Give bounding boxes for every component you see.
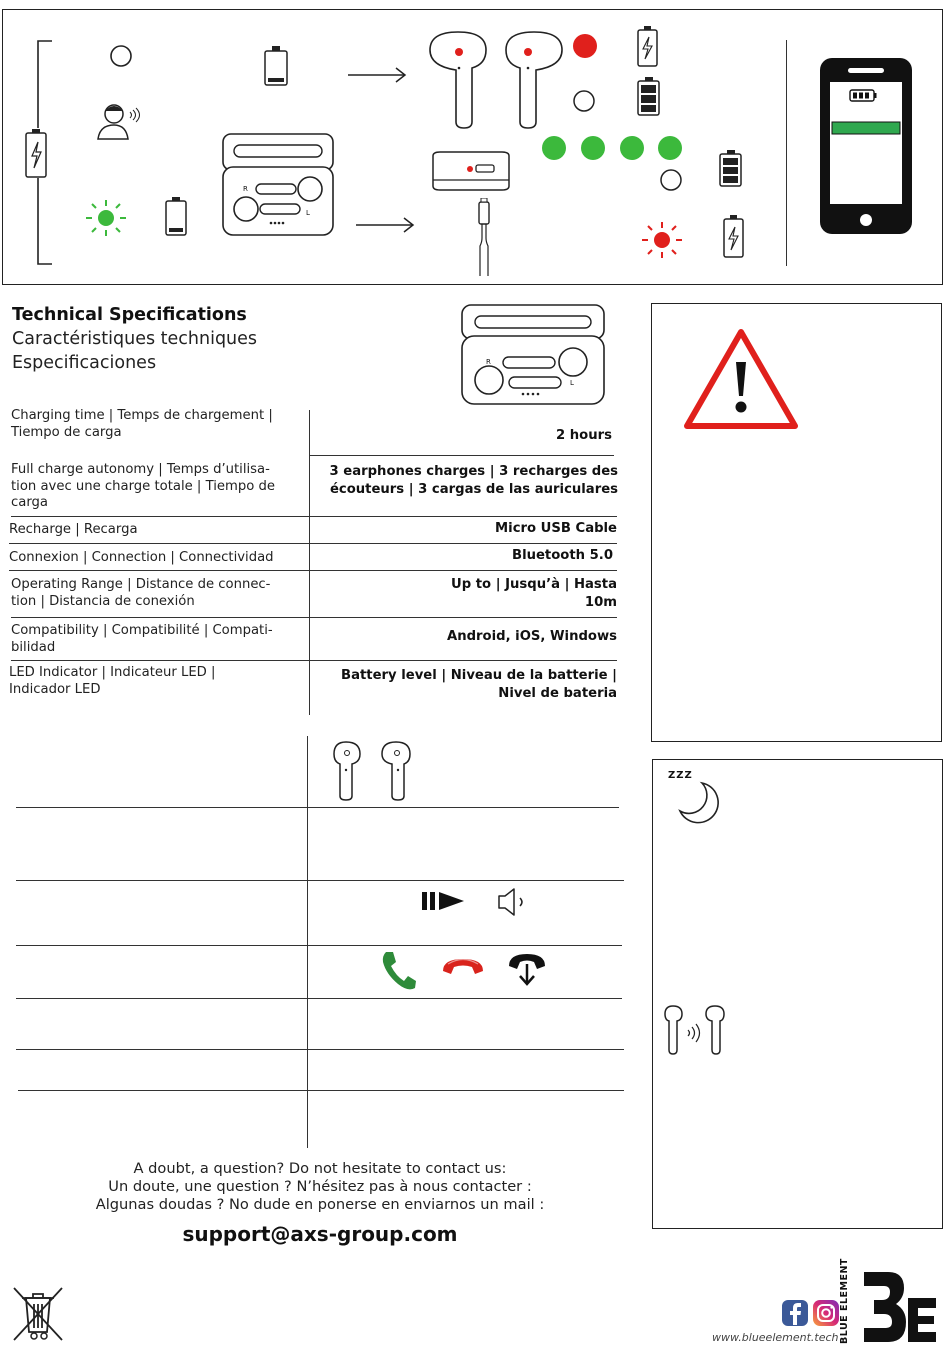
contact-line-en: A doubt, a question? Do not hesitate to contact us: bbox=[133, 1160, 507, 1177]
case-label-right: R bbox=[243, 185, 248, 193]
user-voice-icon bbox=[92, 99, 142, 141]
battery-charging-icon bbox=[636, 25, 660, 69]
contact-line-fr: Un doute, une question ? N’hésitez pas à nous contacter : bbox=[108, 1178, 532, 1195]
green-led-icon bbox=[84, 198, 128, 238]
battery-full-icon bbox=[636, 77, 662, 117]
case-label-left: L bbox=[306, 209, 310, 217]
charging-case-icon bbox=[220, 131, 336, 239]
support-email-link[interactable]: support@axs-group.com bbox=[182, 1222, 458, 1246]
case-label-right: R bbox=[486, 358, 491, 366]
earbuds-icon bbox=[424, 28, 564, 130]
battery-full-icon bbox=[718, 150, 744, 188]
specs-title-es: Especificaciones bbox=[12, 353, 157, 373]
spec-label: Recharge | Recarga bbox=[9, 522, 138, 537]
spec-value: Android, iOS, Windows bbox=[447, 629, 617, 644]
hangup-call-icon bbox=[440, 955, 486, 977]
spec-label: Full charge autonomy | Temps d’utilisa- tion avec une charge totale | Tiempo de carga bbox=[11, 462, 275, 510]
facebook-icon[interactable] bbox=[781, 1299, 809, 1327]
white-led-icon bbox=[658, 168, 684, 192]
white-led-icon bbox=[571, 89, 597, 113]
battery-low-icon bbox=[163, 196, 189, 238]
spec-value: 3 earphones charges | 3 recharges des écouteurs | 3 cargas de las auriculares bbox=[329, 464, 618, 497]
row-divider bbox=[9, 570, 617, 571]
arrow-right-icon bbox=[354, 216, 416, 234]
volume-icon bbox=[496, 886, 530, 918]
row-divider bbox=[310, 455, 614, 456]
row-divider bbox=[11, 660, 617, 661]
charging-case-icon bbox=[459, 302, 607, 408]
answer-call-icon bbox=[378, 948, 418, 992]
play-pause-icon bbox=[420, 890, 468, 914]
spec-label: LED Indicator | Indicateur LED | Indicador LED bbox=[9, 665, 216, 697]
website-link[interactable]: www.blueelement.tech bbox=[712, 1331, 839, 1344]
spec-label: Connexion | Connection | Connectividad bbox=[9, 550, 274, 565]
usb-port-icon bbox=[430, 150, 512, 192]
red-led-icon bbox=[640, 220, 684, 260]
smartphone-icon bbox=[818, 56, 914, 236]
reject-call-icon bbox=[506, 950, 548, 988]
battery-charging-icon bbox=[722, 214, 746, 260]
brand-vertical-text: BLUE ELEMENT bbox=[839, 1258, 850, 1344]
spec-value: Micro USB Cable bbox=[495, 521, 617, 536]
row-divider bbox=[11, 617, 617, 618]
lightning-battery-icon bbox=[24, 128, 48, 180]
earbuds-icon bbox=[330, 740, 418, 802]
spec-label: Charging time | Temps de chargement | Tiempo de carga bbox=[11, 408, 273, 440]
warning-icon bbox=[682, 326, 800, 434]
white-led-icon bbox=[108, 44, 134, 70]
table-divider bbox=[307, 736, 308, 1148]
spec-value: 2 hours bbox=[556, 428, 612, 443]
row-divider bbox=[16, 807, 619, 808]
weee-bin-icon bbox=[10, 1284, 66, 1344]
row-divider bbox=[9, 543, 617, 544]
brand-logo bbox=[860, 1268, 938, 1346]
contact-line-es: Algunas doudas ? No dude en ponerse en enviarnos un mail : bbox=[95, 1196, 545, 1213]
battery-low-icon bbox=[262, 45, 290, 89]
sleep-zzz: ZZZ bbox=[668, 770, 693, 781]
usb-cable-icon bbox=[474, 198, 494, 278]
row-divider bbox=[16, 880, 624, 881]
row-divider bbox=[18, 1090, 624, 1091]
green-led-row bbox=[538, 134, 688, 162]
spec-value: Bluetooth 5.0 bbox=[512, 548, 613, 563]
specs-title: Technical Specifications bbox=[12, 305, 247, 325]
row-divider bbox=[16, 945, 622, 946]
instagram-icon[interactable] bbox=[812, 1299, 840, 1327]
row-divider bbox=[11, 516, 617, 517]
spec-value: Battery level | Niveau de la batterie | Nivel de bateria bbox=[341, 668, 617, 701]
specs-title-fr: Caractéristiques techniques bbox=[12, 329, 258, 349]
earbuds-pairing-icon bbox=[662, 1004, 730, 1056]
row-divider bbox=[16, 1049, 624, 1050]
arrow-right-icon bbox=[346, 66, 408, 84]
diagram-divider bbox=[786, 40, 787, 266]
spec-label: Operating Range | Distance de connec- tion | Distancia de conexión bbox=[11, 577, 271, 609]
spec-label: Compatibility | Compatibilité | Compati- bilidad bbox=[11, 623, 273, 655]
case-label-left: L bbox=[570, 379, 574, 387]
row-divider bbox=[16, 998, 622, 999]
red-led-icon bbox=[571, 33, 599, 59]
spec-value: Up to | Jusqu’à | Hasta 10m bbox=[451, 577, 617, 610]
